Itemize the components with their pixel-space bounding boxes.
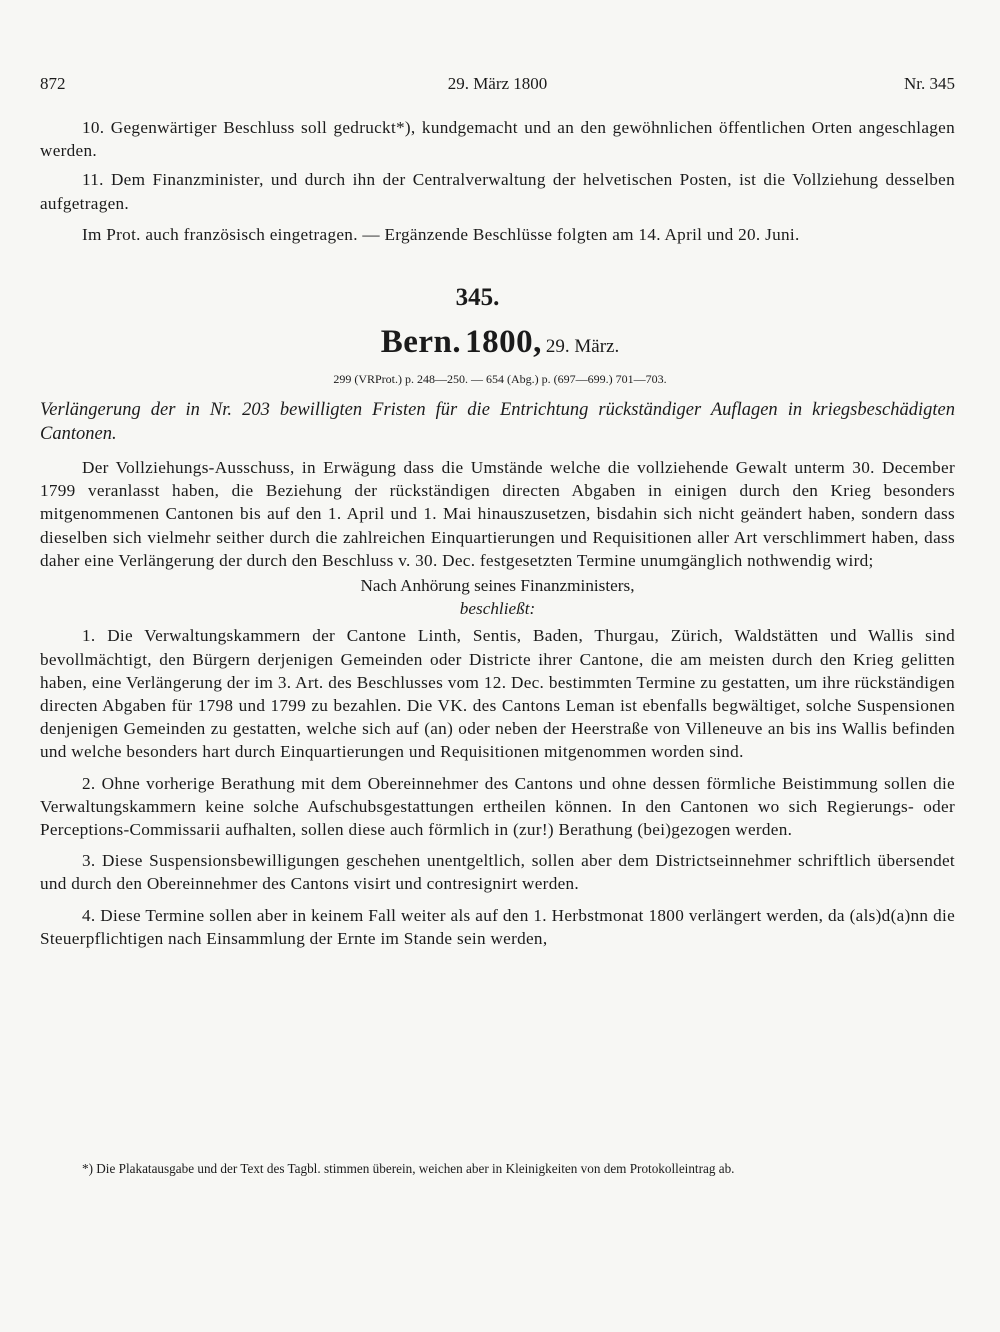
previous-document-tail	[40, 116, 955, 246]
article-2: 2. Ohne vorherige Berathung mit dem Obereinnehmer des Cantons und ohne dessen förmliche Beistimmung sollen die Verwaltungskammern keine solche Aufschubsgestattungen ertheilen können. In den Cantonen wo sich Regierungs- oder Perceptions-Commissarii aufhalten, sollen diese auch förmlich in (zur!) Berathung (bei)gezogen werden.	[40, 773, 955, 840]
place-date-line	[0, 324, 1000, 361]
article-11: 11. Dem Finanzminister, und durch ihn der Centralverwaltung der helvetischen Posten, ist die Vollziehung desselben aufgetragen.	[40, 170, 955, 213]
place: Bern.	[380, 324, 462, 360]
article-1: 1. Die Verwaltungskammern der Cantone Linth, Sentis, Baden, Thurgau, Zürich, Waldstätten und Wallis sind bevollmächtigt, den Bürgern derjenigen Gemeinden oder Districte ihrer Cantone, die am meisten durch den Krieg gelitten haben, eine Verlängerung der im 3. Art. des Beschlusses vom 12. Dec. bestimmten Termine zu gestatten, um ihre rückständigen directen Abgaben für 1798 und 1799 zu bezahlen. Die VK. des Cantons Leman ist ebenfalls begwältiget, solche Suspensionen denjenigen Gemeinden zu gestatten, welche sich auf (an) oder neben der Heerstraße von Villeneuve an bis ins Wallis befinden und welche besonders hart durch Einquartierungen und Requisitionen mitgenommen worden sind.	[40, 626, 955, 762]
article-10: 10. Gegenwärtiger Beschluss soll gedruckt*), kundgemacht und an den gewöhnlichen öffentlichen Orten angeschlagen werden.	[40, 118, 955, 161]
hearing-line: Nach Anhörung seines Finanzministers,	[360, 576, 635, 596]
footnote	[40, 1158, 955, 1179]
document-title: Verlängerung der in Nr. 203 bewilligten Fristen für die Entrichtung rückständiger Auflagen in kriegsbeschädigten Cantonen.	[40, 400, 955, 444]
footnote-text: *) Die Plakatausgabe und der Text des Tagbl. stimmen überein, weichen aber in Kleinigkeiten von dem Protokolleintrag ab.	[82, 1161, 735, 1176]
running-header	[40, 74, 955, 100]
year: 1800,	[465, 324, 542, 360]
article-3: 3. Diese Suspensionsbewilligungen geschehen unentgeltlich, sollen aber dem Districtseinnehmer schriftlich übersendet und durch den Obereinnehmer des Cantons visirt und contresignirt werden.	[40, 851, 955, 894]
document-body	[40, 456, 955, 950]
page-number: 872	[40, 74, 66, 93]
preamble: Der Vollziehungs-Ausschuss, in Erwägung dass die Umstände welche die vollziehende Gewalt unterm 30. December 1799 veranlasst haben, die Beziehung der rückständigen directen Abgaben in einigen durch den Krieg besonders mitgenommenen Cantonen bis auf den 1. April und 1. Mai hinauszusetzen, bisdahin sich nicht geändert haben, sondern dass dieselben sich vielmehr seither durch die zahlreichen Einquartierungen und Requisitionen aller Art verschlimmert haben, dass daher eine Verlängerung der durch den Beschluss v. 30. Dec. festgesetzten Termine unumgänglich nothwendig wird;	[40, 458, 955, 570]
source-references: 299 (VRProt.) p. 248—250. — 654 (Abg.) p. (697—699.) 701—703.	[333, 372, 667, 386]
resolves-line: beschließt:	[459, 599, 536, 619]
article-4: 4. Diese Termine sollen aber in keinem Fall weiter als auf den 1. Herbstmonat 1800 verlängert werden, da (als)d(a)nn die Steuerpflichtigen nach Einsammlung der Ernte im Stande sein werden,	[40, 905, 955, 948]
header-document-number: Nr. 345	[904, 74, 955, 93]
header-date: 29. März 1800	[447, 74, 548, 93]
doc-date: 29. März.	[545, 336, 620, 357]
document-number: 345.	[455, 284, 500, 311]
protocol-note: Im Prot. auch französisch eingetragen. — Ergänzende Beschlüsse folgten am 14. April und 20. Juni.	[82, 224, 800, 244]
